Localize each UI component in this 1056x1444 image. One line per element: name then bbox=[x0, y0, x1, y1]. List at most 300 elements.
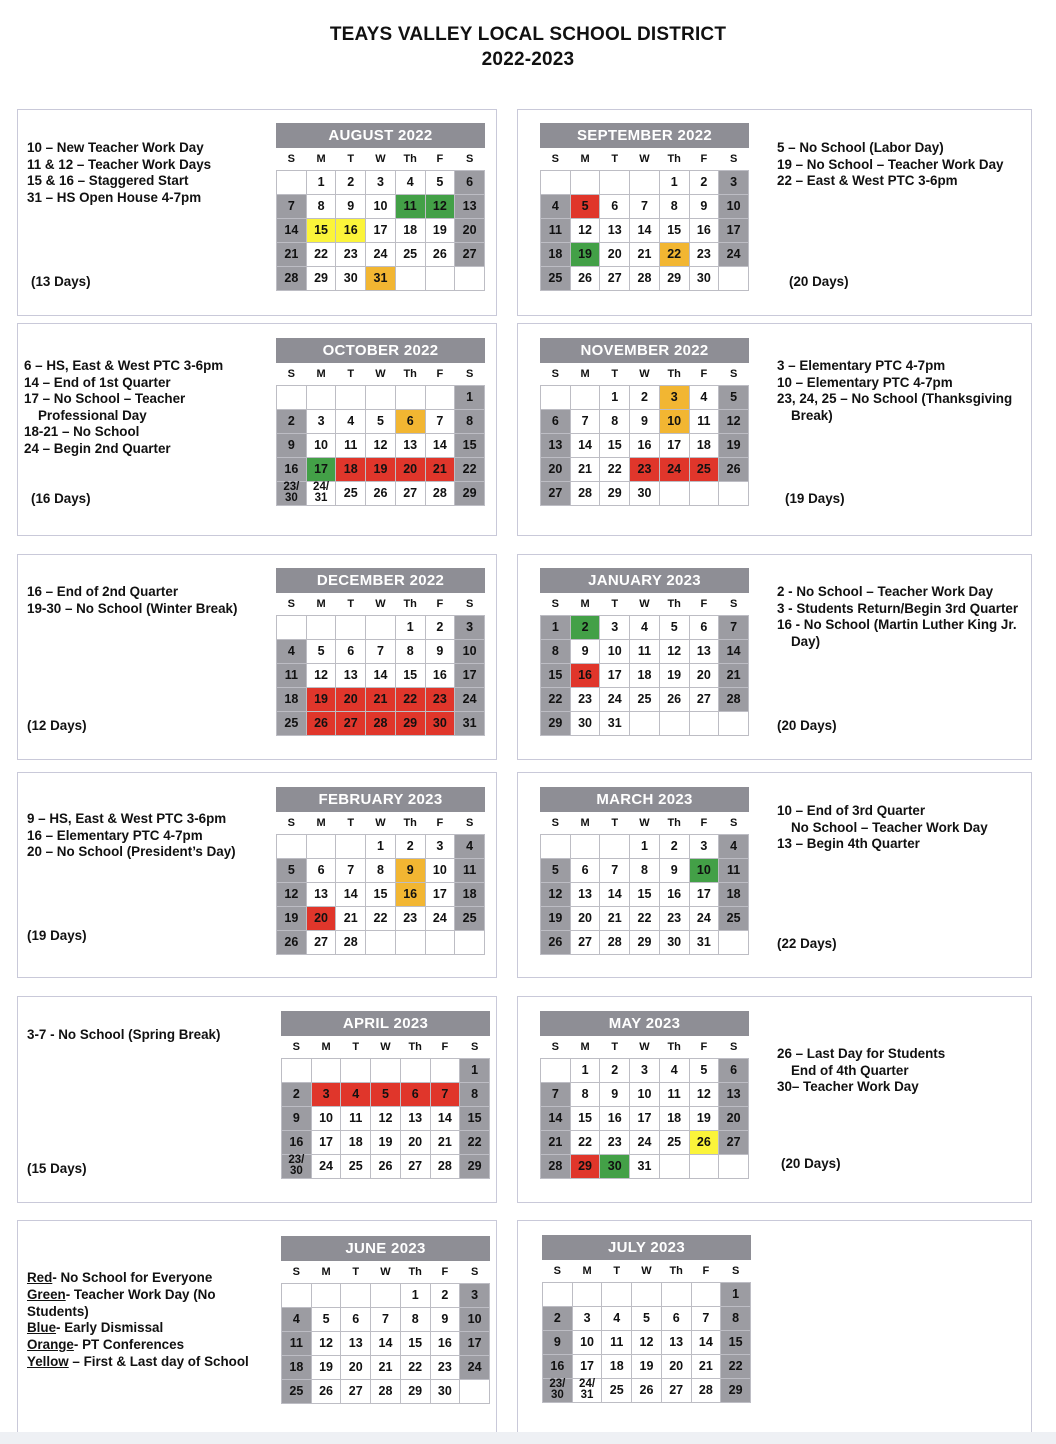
day-cell: 31 bbox=[455, 711, 485, 735]
day-cell: 24 bbox=[455, 687, 485, 711]
day-cell: 20 bbox=[689, 663, 719, 687]
week-row bbox=[541, 1154, 749, 1178]
empty-cell bbox=[600, 834, 630, 858]
day-cell: 10 bbox=[630, 1082, 660, 1106]
note-line: 3 – Elementary PTC 4-7pm bbox=[777, 358, 946, 373]
day-cell: 17 bbox=[306, 457, 336, 481]
legend-green-key: Green bbox=[27, 1286, 66, 1302]
day-cell: 14 bbox=[600, 882, 630, 906]
empty-cell bbox=[366, 385, 396, 409]
weekday-header: W bbox=[630, 148, 660, 170]
week-row bbox=[541, 615, 749, 639]
day-cell: 1 bbox=[541, 615, 571, 639]
weekday-header: T bbox=[602, 1260, 632, 1282]
day-cell: 18 bbox=[395, 218, 425, 242]
day-cell: 9 bbox=[689, 194, 719, 218]
week-row bbox=[541, 930, 749, 954]
month-grid bbox=[540, 363, 749, 506]
day-cell: 29 bbox=[721, 1378, 751, 1402]
note-line: No School – Teacher Work Day bbox=[791, 819, 988, 835]
empty-cell bbox=[371, 1283, 401, 1307]
day-cell: 14 bbox=[691, 1330, 721, 1354]
day-cell: 2 bbox=[630, 385, 660, 409]
day-cell: 14 bbox=[371, 1331, 401, 1355]
day-cell: 9 bbox=[600, 1082, 630, 1106]
day-cell: 15 bbox=[306, 218, 336, 242]
weekday-header: S bbox=[277, 812, 307, 834]
week-row bbox=[277, 170, 485, 194]
day-cell: 13 bbox=[341, 1331, 371, 1355]
day-cell: 19 bbox=[689, 1106, 719, 1130]
day-cell: 14 bbox=[630, 218, 660, 242]
empty-cell bbox=[282, 1283, 312, 1307]
week-row bbox=[541, 194, 749, 218]
empty-cell bbox=[602, 1282, 632, 1306]
day-cell: 15 bbox=[460, 1106, 490, 1130]
month-grid bbox=[281, 1261, 490, 1404]
day-cell: 26 bbox=[632, 1378, 662, 1402]
note-line: 5 – No School (Labor Day) bbox=[777, 140, 944, 155]
day-cell: 27 bbox=[336, 711, 366, 735]
weekday-header: M bbox=[306, 593, 336, 615]
week-row bbox=[541, 433, 749, 457]
day-cell: 25 bbox=[541, 266, 571, 290]
week-row bbox=[541, 639, 749, 663]
day-cell: 7 bbox=[719, 615, 749, 639]
week-row bbox=[277, 711, 485, 735]
day-cell: 1 bbox=[630, 834, 660, 858]
day-cell: 9 bbox=[282, 1106, 312, 1130]
day-cell: 3 bbox=[719, 170, 749, 194]
day-cell: 17 bbox=[425, 882, 455, 906]
day-cell: 10 bbox=[366, 194, 396, 218]
weekday-header: S bbox=[541, 363, 571, 385]
day-cell: 11 bbox=[689, 409, 719, 433]
day-cell: 3 bbox=[311, 1082, 341, 1106]
day-cell: 6 bbox=[541, 409, 571, 433]
empty-cell bbox=[395, 385, 425, 409]
day-cell: 24/ 31 bbox=[572, 1378, 602, 1402]
day-cell: 9 bbox=[570, 639, 600, 663]
weekday-header: M bbox=[311, 1261, 341, 1283]
day-cell: 15 bbox=[400, 1331, 430, 1355]
week-row bbox=[541, 687, 749, 711]
month-title: NOVEMBER 2022 bbox=[540, 338, 749, 363]
day-cell: 14 bbox=[430, 1106, 460, 1130]
day-cell: 1 bbox=[455, 385, 485, 409]
day-cell: 21 bbox=[336, 906, 366, 930]
day-cell: 11 bbox=[395, 194, 425, 218]
notes-sep bbox=[777, 140, 1003, 190]
weekday-header: S bbox=[719, 1036, 749, 1058]
weekday-header: T bbox=[336, 812, 366, 834]
note-line: 3 - Students Return/Begin 3rd Quarter bbox=[777, 600, 1019, 616]
day-cell: 15 bbox=[541, 663, 571, 687]
day-cell: 17 bbox=[719, 218, 749, 242]
day-cell: 22 bbox=[630, 906, 660, 930]
weekday-header: F bbox=[425, 593, 455, 615]
day-cell: 21 bbox=[425, 457, 455, 481]
day-cell: 18 bbox=[455, 882, 485, 906]
day-cell: 7 bbox=[366, 639, 396, 663]
weekday-header: S bbox=[719, 363, 749, 385]
empty-cell bbox=[430, 1058, 460, 1082]
day-cell: 24 bbox=[689, 906, 719, 930]
day-cell: 6 bbox=[600, 194, 630, 218]
days-count-jan: (20 Days) bbox=[777, 718, 837, 733]
month-grid bbox=[540, 593, 749, 736]
empty-cell bbox=[689, 1154, 719, 1178]
day-cell: 17 bbox=[689, 882, 719, 906]
empty-cell bbox=[719, 1154, 749, 1178]
week-row bbox=[277, 409, 485, 433]
empty-cell bbox=[689, 711, 719, 735]
legend-red bbox=[27, 1270, 249, 1287]
day-cell: 9 bbox=[395, 858, 425, 882]
day-cell: 21 bbox=[371, 1355, 401, 1379]
day-cell: 15 bbox=[600, 433, 630, 457]
day-cell: 6 bbox=[395, 409, 425, 433]
day-cell: 31 bbox=[600, 711, 630, 735]
day-cell: 7 bbox=[336, 858, 366, 882]
bottom-strip bbox=[0, 1432, 1056, 1444]
weekday-header: T bbox=[341, 1261, 371, 1283]
day-cell: 21 bbox=[600, 906, 630, 930]
day-cell: 16 bbox=[395, 882, 425, 906]
day-cell: 2 bbox=[277, 409, 307, 433]
days-count-oct: (16 Days) bbox=[31, 491, 91, 506]
weekday-header: W bbox=[371, 1261, 401, 1283]
week-row bbox=[282, 1283, 490, 1307]
legend-red-text: - No School for Everyone bbox=[52, 1270, 213, 1285]
empty-cell bbox=[719, 711, 749, 735]
day-cell: 4 bbox=[341, 1082, 371, 1106]
day-cell: 17 bbox=[659, 433, 689, 457]
day-cell: 13 bbox=[600, 218, 630, 242]
day-cell: 18 bbox=[336, 457, 366, 481]
day-cell: 25 bbox=[455, 906, 485, 930]
day-cell: 28 bbox=[600, 930, 630, 954]
empty-cell bbox=[572, 1282, 602, 1306]
day-cell: 8 bbox=[659, 194, 689, 218]
week-row bbox=[282, 1106, 490, 1130]
weekday-header: Th bbox=[400, 1036, 430, 1058]
day-cell: 7 bbox=[691, 1306, 721, 1330]
day-cell: 26 bbox=[306, 711, 336, 735]
weekday-header: M bbox=[570, 363, 600, 385]
note-line: 24 – Begin 2nd Quarter bbox=[24, 440, 171, 456]
week-row bbox=[282, 1058, 490, 1082]
month-title: JANUARY 2023 bbox=[540, 568, 749, 593]
weekday-header: T bbox=[600, 1036, 630, 1058]
day-cell: 21 bbox=[277, 242, 307, 266]
legend-blue bbox=[27, 1320, 249, 1337]
day-cell: 13 bbox=[689, 639, 719, 663]
day-cell: 13 bbox=[395, 433, 425, 457]
day-cell: 7 bbox=[541, 1082, 571, 1106]
day-cell: 11 bbox=[719, 858, 749, 882]
days-count-sep: (20 Days) bbox=[789, 274, 849, 289]
day-cell: 24 bbox=[460, 1355, 490, 1379]
day-cell: 18 bbox=[602, 1354, 632, 1378]
weekday-header: S bbox=[541, 593, 571, 615]
note-line: 20 – No School (President’s Day) bbox=[27, 844, 236, 860]
week-row bbox=[543, 1354, 751, 1378]
weekday-header: S bbox=[721, 1260, 751, 1282]
week-row bbox=[541, 663, 749, 687]
day-cell: 22 bbox=[541, 687, 571, 711]
calendar-february bbox=[276, 787, 485, 955]
empty-cell bbox=[425, 266, 455, 290]
month-title: SEPTEMBER 2022 bbox=[540, 123, 749, 148]
day-cell: 26 bbox=[277, 930, 307, 954]
weekday-header: M bbox=[306, 363, 336, 385]
weekday-header: Th bbox=[659, 148, 689, 170]
day-cell: 7 bbox=[600, 858, 630, 882]
day-cell: 17 bbox=[366, 218, 396, 242]
empty-cell bbox=[719, 481, 749, 505]
day-cell: 3 bbox=[306, 409, 336, 433]
day-cell: 12 bbox=[371, 1106, 401, 1130]
day-cell: 9 bbox=[659, 858, 689, 882]
day-cell: 29 bbox=[630, 930, 660, 954]
week-row bbox=[543, 1306, 751, 1330]
days-count-nov: (19 Days) bbox=[785, 491, 845, 506]
day-cell: 13 bbox=[400, 1106, 430, 1130]
weekday-header: S bbox=[541, 148, 571, 170]
day-cell: 22 bbox=[395, 687, 425, 711]
empty-cell bbox=[311, 1058, 341, 1082]
day-cell: 22 bbox=[600, 457, 630, 481]
week-row bbox=[277, 433, 485, 457]
day-cell: 1 bbox=[570, 1058, 600, 1082]
weekday-header: Th bbox=[400, 1261, 430, 1283]
day-cell: 23 bbox=[689, 242, 719, 266]
week-row bbox=[282, 1307, 490, 1331]
day-cell: 20 bbox=[661, 1354, 691, 1378]
week-row bbox=[277, 194, 485, 218]
day-cell: 15 bbox=[366, 882, 396, 906]
day-cell: 20 bbox=[395, 457, 425, 481]
day-cell: 12 bbox=[306, 663, 336, 687]
day-cell: 7 bbox=[430, 1082, 460, 1106]
day-cell: 6 bbox=[455, 170, 485, 194]
day-cell: 24 bbox=[630, 1130, 660, 1154]
days-count-apr: (15 Days) bbox=[27, 1161, 87, 1176]
day-cell: 14 bbox=[366, 663, 396, 687]
day-cell: 13 bbox=[455, 194, 485, 218]
week-row bbox=[541, 409, 749, 433]
weekday-header: W bbox=[632, 1260, 662, 1282]
week-row bbox=[277, 834, 485, 858]
days-count-mar: (22 Days) bbox=[777, 936, 837, 951]
day-cell: 23 bbox=[425, 687, 455, 711]
day-cell: 3 bbox=[460, 1283, 490, 1307]
day-cell: 22 bbox=[455, 457, 485, 481]
weekday-header: S bbox=[719, 812, 749, 834]
week-row bbox=[277, 266, 485, 290]
week-row bbox=[541, 457, 749, 481]
week-row bbox=[541, 906, 749, 930]
day-cell: 19 bbox=[570, 242, 600, 266]
week-row bbox=[541, 882, 749, 906]
note-line: Break) bbox=[791, 407, 833, 423]
day-cell: 30 bbox=[689, 266, 719, 290]
calendar-november bbox=[540, 338, 749, 506]
day-cell: 20 bbox=[600, 242, 630, 266]
legend-red-key: Red bbox=[27, 1270, 53, 1285]
day-cell: 5 bbox=[277, 858, 307, 882]
day-cell: 10 bbox=[460, 1307, 490, 1331]
weekday-header: S bbox=[543, 1260, 573, 1282]
day-cell: 8 bbox=[455, 409, 485, 433]
calendar-october bbox=[276, 338, 485, 506]
day-cell: 26 bbox=[425, 242, 455, 266]
empty-cell bbox=[425, 930, 455, 954]
weekday-header: F bbox=[689, 593, 719, 615]
day-cell: 8 bbox=[400, 1307, 430, 1331]
day-cell: 27 bbox=[455, 242, 485, 266]
day-cell: 9 bbox=[277, 433, 307, 457]
weekday-header: Th bbox=[659, 593, 689, 615]
day-cell: 26 bbox=[366, 481, 396, 505]
note-line: 11 & 12 – Teacher Work Days bbox=[27, 156, 212, 172]
note-line: 13 – Begin 4th Quarter bbox=[777, 836, 920, 852]
empty-cell bbox=[277, 385, 307, 409]
note-line: Day) bbox=[791, 633, 821, 649]
empty-cell bbox=[659, 481, 689, 505]
empty-cell bbox=[306, 834, 336, 858]
weekday-header: Th bbox=[661, 1260, 691, 1282]
month-grid bbox=[276, 593, 485, 736]
day-cell: 2 bbox=[570, 615, 600, 639]
day-cell: 20 bbox=[541, 457, 571, 481]
weekday-header: T bbox=[336, 363, 366, 385]
day-cell: 28 bbox=[570, 481, 600, 505]
week-row bbox=[541, 1082, 749, 1106]
day-cell: 16 bbox=[277, 457, 307, 481]
day-cell: 4 bbox=[659, 1058, 689, 1082]
day-cell: 9 bbox=[430, 1307, 460, 1331]
day-cell: 5 bbox=[371, 1082, 401, 1106]
day-cell: 23 bbox=[659, 906, 689, 930]
day-cell: 30 bbox=[570, 711, 600, 735]
day-cell: 30 bbox=[430, 1379, 460, 1403]
note-line: Professional Day bbox=[38, 407, 147, 423]
weekday-header: T bbox=[600, 363, 630, 385]
week-row bbox=[282, 1082, 490, 1106]
weekday-header: M bbox=[572, 1260, 602, 1282]
day-cell: 4 bbox=[277, 639, 307, 663]
day-cell: 23 bbox=[630, 457, 660, 481]
day-cell: 16 bbox=[430, 1331, 460, 1355]
note-line: 17 – No School – Teacher bbox=[24, 391, 186, 407]
day-cell: 17 bbox=[455, 663, 485, 687]
day-cell: 25 bbox=[719, 906, 749, 930]
day-cell: 20 bbox=[341, 1355, 371, 1379]
day-cell: 28 bbox=[336, 930, 366, 954]
weekday-header: Th bbox=[395, 148, 425, 170]
day-cell: 5 bbox=[366, 409, 396, 433]
day-cell: 21 bbox=[691, 1354, 721, 1378]
day-cell: 25 bbox=[336, 481, 366, 505]
empty-cell bbox=[336, 385, 366, 409]
day-cell: 28 bbox=[366, 711, 396, 735]
day-cell: 26 bbox=[311, 1379, 341, 1403]
day-cell: 23/ 30 bbox=[282, 1154, 312, 1178]
day-cell: 24/ 31 bbox=[306, 481, 336, 505]
legend-orange-key: Orange bbox=[27, 1337, 74, 1353]
day-cell: 6 bbox=[306, 858, 336, 882]
legend-blue-text: - Early Dismissal bbox=[56, 1320, 164, 1336]
day-cell: 10 bbox=[572, 1330, 602, 1354]
day-cell: 4 bbox=[719, 834, 749, 858]
empty-cell bbox=[336, 834, 366, 858]
day-cell: 8 bbox=[306, 194, 336, 218]
empty-cell bbox=[630, 711, 660, 735]
day-cell: 2 bbox=[543, 1306, 573, 1330]
day-cell: 5 bbox=[306, 639, 336, 663]
day-cell: 3 bbox=[572, 1306, 602, 1330]
week-row bbox=[277, 639, 485, 663]
day-cell: 13 bbox=[336, 663, 366, 687]
weekday-header: M bbox=[311, 1036, 341, 1058]
weekday-header: S bbox=[277, 148, 307, 170]
calendar-july bbox=[542, 1235, 751, 1403]
day-cell: 4 bbox=[689, 385, 719, 409]
empty-cell bbox=[306, 615, 336, 639]
week-row bbox=[282, 1130, 490, 1154]
day-cell: 31 bbox=[366, 266, 396, 290]
day-cell: 16 bbox=[659, 882, 689, 906]
weekday-header: S bbox=[455, 812, 485, 834]
month-title: FEBRUARY 2023 bbox=[276, 787, 485, 812]
day-cell: 15 bbox=[630, 882, 660, 906]
weekday-header: F bbox=[430, 1261, 460, 1283]
day-cell: 12 bbox=[632, 1330, 662, 1354]
day-cell: 28 bbox=[277, 266, 307, 290]
day-cell: 13 bbox=[541, 433, 571, 457]
day-cell: 11 bbox=[659, 1082, 689, 1106]
weekday-header: F bbox=[689, 1036, 719, 1058]
day-cell: 10 bbox=[719, 194, 749, 218]
day-cell: 21 bbox=[719, 663, 749, 687]
day-cell: 2 bbox=[659, 834, 689, 858]
weekday-header: Th bbox=[395, 363, 425, 385]
week-row bbox=[277, 687, 485, 711]
weekday-header: F bbox=[425, 148, 455, 170]
weekday-header: S bbox=[541, 812, 571, 834]
empty-cell bbox=[277, 834, 307, 858]
day-cell: 26 bbox=[659, 687, 689, 711]
week-row bbox=[541, 858, 749, 882]
note-line: 15 & 16 – Staggered Start bbox=[27, 173, 189, 189]
district-title: TEAYS VALLEY LOCAL SCHOOL DISTRICT bbox=[329, 24, 727, 45]
weekday-header: W bbox=[366, 593, 396, 615]
notes-apr bbox=[27, 1027, 220, 1044]
day-cell: 22 bbox=[659, 242, 689, 266]
weekday-header: T bbox=[600, 148, 630, 170]
day-cell: 5 bbox=[632, 1306, 662, 1330]
day-cell: 28 bbox=[371, 1379, 401, 1403]
day-cell: 30 bbox=[425, 711, 455, 735]
week-row bbox=[277, 615, 485, 639]
day-cell: 27 bbox=[395, 481, 425, 505]
note-line: 10 – New Teacher Work Day bbox=[27, 140, 204, 155]
weekday-header: F bbox=[689, 363, 719, 385]
day-cell: 5 bbox=[425, 170, 455, 194]
week-row bbox=[277, 906, 485, 930]
